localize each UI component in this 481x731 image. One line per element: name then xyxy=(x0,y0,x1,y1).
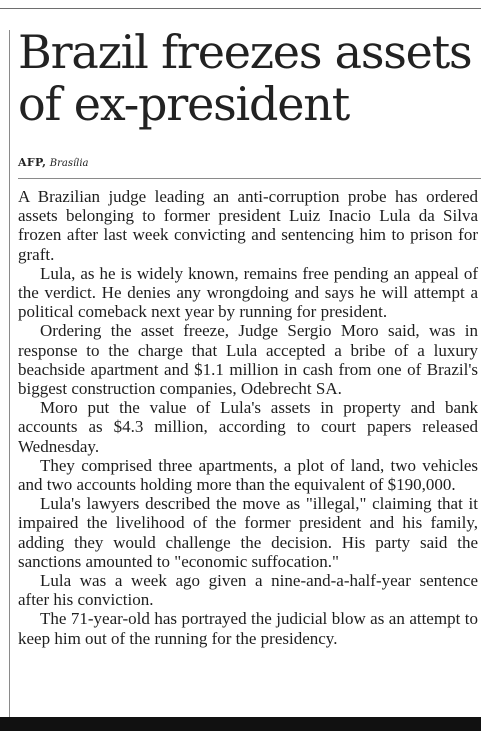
paragraph: Lula's lawyers described the move as "illegal," claiming that it impaired the livelihood of the former president and his family, adding they would challenge the decision. His party said the sanctions amounted to "economic suffocation." xyxy=(18,494,478,571)
bottom-bar xyxy=(0,717,481,731)
byline-rule xyxy=(18,178,481,179)
byline-location: Brasília xyxy=(49,158,89,169)
paragraph: Lula, as he is widely known, remains free pending an appeal of the verdict. He denies any wrongdoing and says he will attempt a political comeback next year by running for president. xyxy=(18,263,478,322)
article-body xyxy=(18,187,478,648)
paragraph: They comprised three apartments, a plot of land, two vehicles and two accounts holding more than the equivalent of $190,000. xyxy=(18,455,478,495)
paragraph: A Brazilian judge leading an anti-corruption probe has ordered assets belonging to former president Luiz Inacio Lula da Silva frozen after last week convicting and sentencing him to prison for graft. xyxy=(18,187,478,264)
paragraph: Moro put the value of Lula's assets in property and bank accounts as $4.3 million, according to court papers released Wednesday. xyxy=(18,398,478,456)
paragraph: The 71-year-old has portrayed the judicial blow as an attempt to keep him out of the running for the presidency. xyxy=(18,609,478,648)
top-rule xyxy=(0,8,481,9)
byline-agency: AFP, xyxy=(18,156,47,169)
paragraph: Ordering the asset freeze, Judge Sergio Moro said, was in response to the charge that Lula accepted a bribe of a luxury beachside apartment and $1.1 million in cash from one of Brazil's biggest construction companies, Odebrecht SA. xyxy=(18,321,478,399)
column-rule xyxy=(9,30,10,720)
byline xyxy=(18,156,89,171)
headline: Brazil freezes assets of ex-president xyxy=(18,25,472,131)
paragraph: Lula was a week ago given a nine-and-a-half-year sentence after his conviction. xyxy=(18,571,478,610)
